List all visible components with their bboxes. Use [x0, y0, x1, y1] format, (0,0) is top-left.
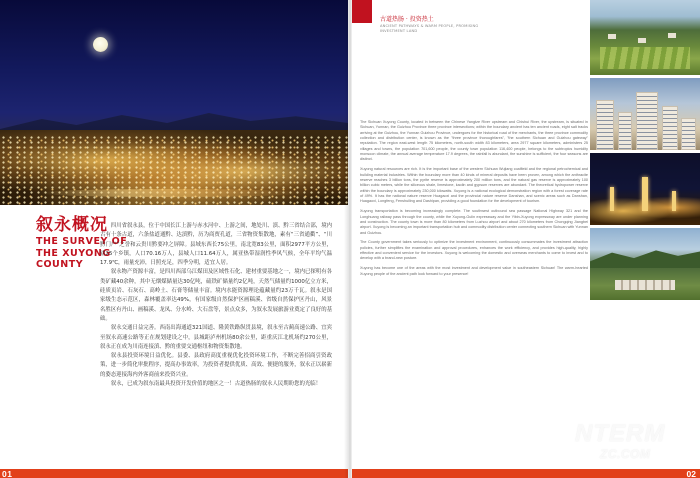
- body-paragraph: 叙永，已成为叙东南最具投资开发价值的地区之一！古道热肠的叙永人民期盼您的光临！: [110, 381, 322, 388]
- building-shape: [636, 92, 658, 150]
- page-title-en: THE SURVEY OF THE XUYONG COUNTY: [36, 236, 128, 270]
- lit-tower: [642, 177, 648, 211]
- watermark-line-1: NTERM: [575, 420, 666, 447]
- body-paragraph: 叙永物产资源丰富，是四川西部乌江煤田及区域性石化、建材重要基地之一，境内已探明有各类矿藏40余种，其中无烟煤储量达30亿吨，硫铁矿储量约2亿吨，天然气储量约1000亿立方米，硅质页岩、石灰石、高岭土、石膏等储量丰富。境内水能资源理论蕴藏量约23万千瓦。叙永是国家级生态示范区，森林覆盖率达49%，有国家级自然保护区画稿溪、省级自然保护区丹山，风景名胜区有丹山、画稿溪、龙凤、分水岭、大石盘等，景点众多，为叙永发展旅游业奠定了良好的基础。: [100, 269, 332, 322]
- body-paragraph: The Sichuan Xuyong County, located in between the Chinese Yangtze River upstream and Chishui River, the upstream, is situated in Sichuan, Yunnan, the Guizhou Province three province intersections; within the boundary ancient has ten ancient roads, eight salt tracks arriving at the Guizhou, the Yunnan Guizhou Province, undergoes for the historical road of the merchants, the three province commodity collection and distribution center, is known as the "three province thoroughfares", "the southern Sichuan and Guizhou gateway" reputation. The region east-west length 75 kilometers, north-south width 83 kilometers, area 2977 square kilometers, administers 25 villages and towns, the population 701,600 people, the county town population 116,400 people, belongs to the subtropics humidity monsoon climate, the annual average temperature 17.9 degrees, the rainfall is abundant, the sunshine is sufficient, the four seasons are distinct.: [360, 120, 588, 162]
- building-shape: [681, 118, 696, 150]
- footer-bar-right: [352, 469, 700, 478]
- section-title-en: ANCIENT PATHWAYS & WARM PEOPLE, PROMISING INVESTMENT LAND: [380, 24, 479, 33]
- house-shape: [608, 34, 616, 39]
- lit-tower: [672, 191, 676, 211]
- right-page: [352, 0, 700, 478]
- section-title-cn: 古道热肠 · 投资热土: [380, 16, 434, 23]
- terraced-field: [600, 47, 690, 69]
- building-shape: [596, 100, 614, 150]
- valley-town-photo: [590, 228, 700, 300]
- section-tab: [352, 0, 372, 23]
- photo-column: [590, 0, 700, 478]
- river-reflection: [40, 189, 300, 197]
- house-shape: [668, 33, 676, 38]
- left-body-text: [100, 222, 332, 458]
- night-city-photo: [0, 0, 348, 205]
- page-title-cn: 叙永概况: [36, 215, 108, 235]
- page-number-right: 02: [686, 469, 696, 478]
- body-paragraph: Xuyong natural resources are rich. It is the important base of the western Sichuan Wujiang coalfield and the regional petrochemical and building material industries. Within the boundary more than 40 kinds of mineral deposits have been proven, among which the anthracite reserve reaches 3 billion tons, the pyrite reserve is approximately 200 million tons, and the natural gas reserve is approximately 100 billion cubic meters, while the siliceous shale, limestone, kaolin and gypsum reserves are abundant. The theoretical hydropower reserve within the boundary is approximately 230,000 kilowatts. Xuyong is a national ecological demonstration region with a forest coverage rate of 49%. It has the national nature reserve Huagaoxi and the provincial nature reserve Danshan, and scenic areas such as Danshan, Huagaoxi, Longfeng, Fenshuiling and Dashipan, providing a good foundation for the development of tourism.: [360, 167, 588, 204]
- body-paragraph: Xuyong has become one of the areas with the most investment and development value in southeastern Sichuan! The warm-hearted Xuyong people of the ancient path look forward to your presence!: [360, 266, 588, 276]
- body-paragraph: Xuyong transportation is becoming increasingly complete. The southwest outbound sea passage National Highway 321 and the Longhuang railway pass through the county, while the Xuyong-Gulin expressway and the Yibin-Xuyong expressway are under planning and construction. The county town is more than 80 kilometers from Luzhou airport and about 270 kilometers from Chongqing Jiangbei airport. Xuyong is becoming an important transportation hub and commodity distribution center connecting southern Sichuan with Yunnan and Guizhou.: [360, 209, 588, 235]
- page-number-left: 01: [2, 469, 13, 478]
- hill-shape: [590, 246, 700, 268]
- watermark-line-2: ZC.COM: [600, 447, 651, 461]
- body-paragraph: 叙永交通日益完善。西南出海通道321国道、隆黄铁路纵贯县境，叙永至古蔺高速公路、宜宾至叙永高速公路等正在规划建设之中，县城距泸州机场80余公里，距重庆江北机场约270公里，叙永正在成为川南连接滇、黔的重要交通枢纽和物资集散地。: [100, 325, 332, 350]
- right-body-text: [360, 120, 588, 385]
- body-paragraph: 叙永县投资环境日益优化。县委、县政府高度重视优化投资环境工作，不断完善招商引资政策，进一步简化审批程序，提高办事效率，为投资者提供优质、高效、便捷的服务，叙永正以崭新的姿态迎接海内外客商前来投资兴业。: [100, 353, 332, 378]
- town-shape: [615, 280, 675, 290]
- body-paragraph: 四川省叙永县，位于中国长江上游与赤水河中、上游之间，地处川、滇、黔三省结合部，境内古有十条古道，六条盐道通黔、达滇黔，历为商贾孔道，三省物资集散地，素有“三省通衢”、“川黔门户”之誉和云贵川黔要冲之屏障。县域东西长75公里，南北宽83公里，面积2977平方公里，辖25个乡镇，人口70.16万人，县城人口11.64万人，属亚热带湿润性季风气候，全年平均气温17.9℃，雨量充沛，日照充足，四季分明，适宜人居。: [100, 223, 332, 267]
- house-shape: [638, 38, 646, 43]
- lit-tower: [610, 187, 614, 211]
- town-buildings-photo: [590, 78, 700, 150]
- footer-bar-left: [0, 469, 348, 478]
- building-shape: [662, 106, 678, 150]
- left-page: [0, 0, 348, 478]
- body-paragraph: The County government takes seriously to optimize the investment environment, continuously consummates the investment attraction policies, further simplifies the examination and approval procedures, enhances the work efficiency, and provides high-quality, highly effective and convenient service for the investors. Xuyong is welcoming the domestic and overseas merchants to come to invest and to develop with a brand-new posture.: [360, 240, 588, 261]
- building-shape: [618, 112, 632, 150]
- night-square-photo: [590, 153, 700, 225]
- countryside-photo: [590, 0, 700, 75]
- moon-icon: [93, 37, 108, 52]
